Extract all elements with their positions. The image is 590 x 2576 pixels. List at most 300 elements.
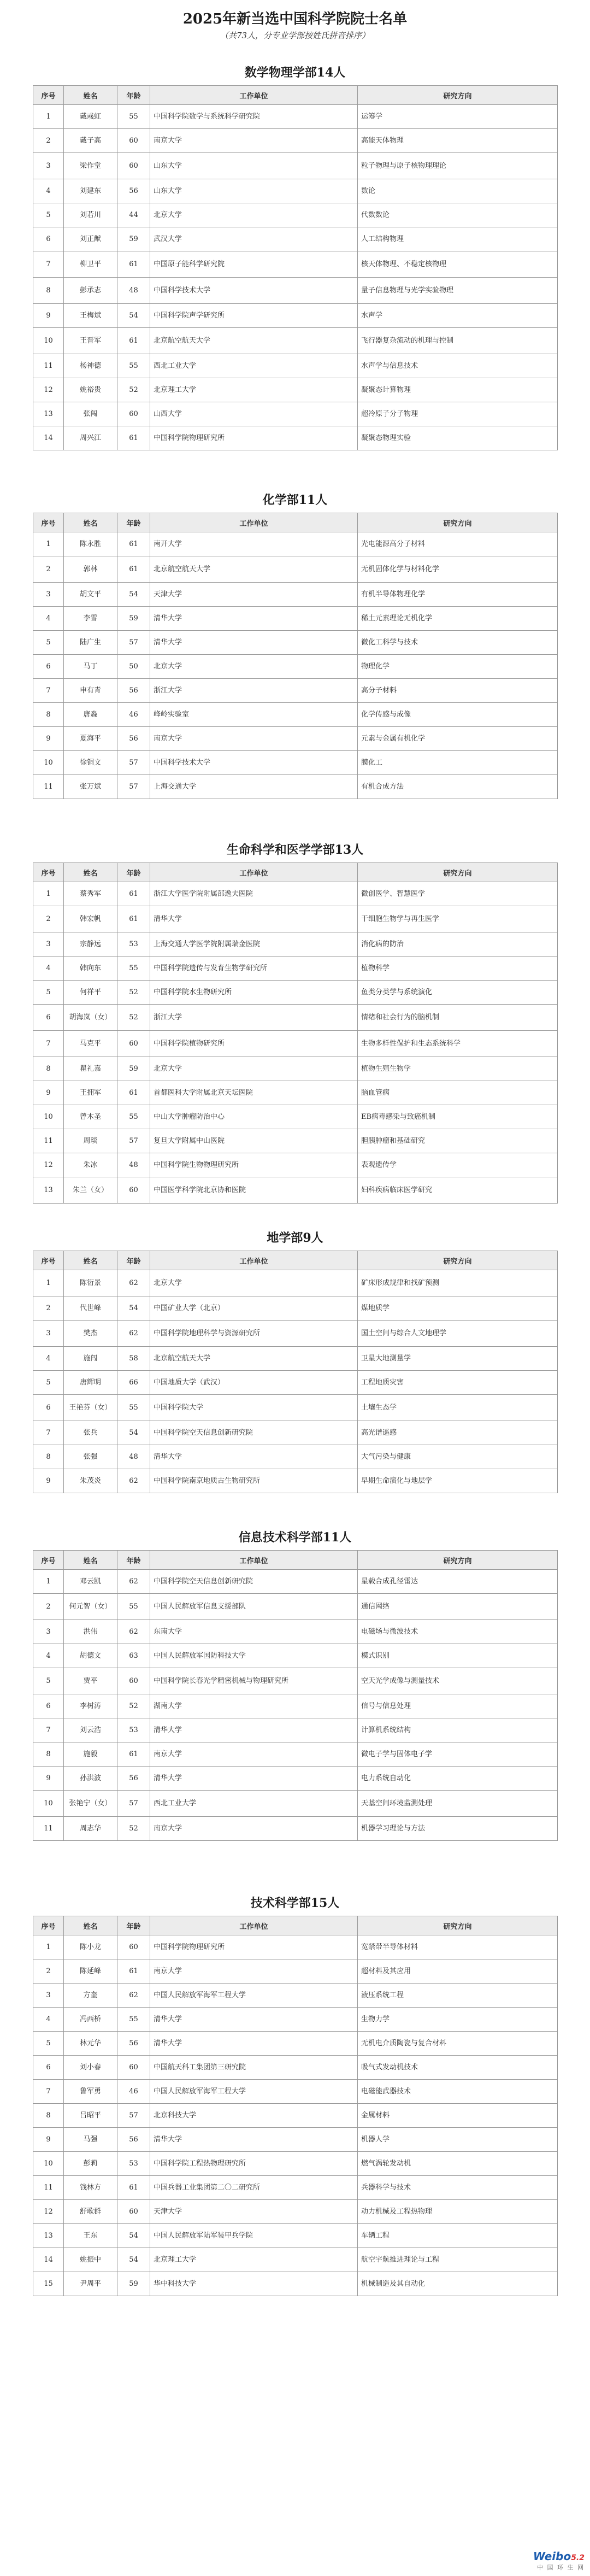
column-header-name: 姓名 [64,86,117,105]
cell-index: 1 [33,105,64,129]
cell-field: 生物多样性保护和生态系统科学 [358,1031,558,1057]
cell-index: 3 [33,1620,64,1644]
cell-name: 张闯 [64,402,117,426]
cell-index: 3 [33,1321,64,1347]
cell-age: 44 [117,203,150,227]
cell-unit: 清华大学 [150,906,358,932]
table-header-row [33,86,558,105]
cell-index: 6 [33,227,64,251]
cell-field: 电磁能武器技术 [358,2080,558,2104]
cell-name: 贾平 [64,1668,117,1694]
cell-name: 尹周平 [64,2272,117,2296]
cell-unit: 西北工业大学 [150,354,358,378]
cell-index: 9 [33,304,64,328]
roster-table [33,1916,558,2296]
cell-index: 3 [33,153,64,179]
table-row [33,1005,558,1031]
cell-age: 55 [117,1594,150,1620]
cell-index: 10 [33,328,64,354]
column-header-age: 年龄 [117,863,150,882]
cell-unit: 中国医学科学院北京协和医院 [150,1177,358,1204]
cell-age: 56 [117,179,150,203]
table-row [33,703,558,727]
table-row [33,981,558,1005]
cell-index: 11 [33,1817,64,1841]
cell-name: 陈延峰 [64,1959,117,1984]
cell-index: 12 [33,378,64,402]
cell-index: 10 [33,1105,64,1129]
cell-age: 48 [117,1445,150,1469]
column-header-unit: 工作单位 [150,863,358,882]
cell-field: 凝聚态物理实验 [358,426,558,450]
cell-age: 62 [117,1321,150,1347]
cell-age: 62 [117,1469,150,1493]
cell-name: 唐淼 [64,703,117,727]
cell-name: 郭林 [64,556,117,583]
cell-age: 63 [117,1644,150,1668]
column-header-name: 姓名 [64,863,117,882]
cell-index: 4 [33,179,64,203]
table-row [33,655,558,679]
cell-age: 61 [117,882,150,906]
cell-field: 元素与金属有机化学 [358,727,558,751]
cell-name: 戴子高 [64,129,117,153]
cell-unit: 山东大学 [150,153,358,179]
cell-index: 6 [33,655,64,679]
table-row [33,2080,558,2104]
cell-unit: 中国科学院声学研究所 [150,304,358,328]
cell-age: 60 [117,129,150,153]
roster-table [33,1251,558,1493]
cell-field: 消化病的防治 [358,932,558,957]
table-header-row [33,513,558,532]
column-header-idx: 序号 [33,513,64,532]
table-row [33,251,558,278]
cell-field: 电力系统自动化 [358,1767,558,1791]
cell-name: 刘小春 [64,2056,117,2080]
cell-name: 张强 [64,1445,117,1469]
cell-name: 何元智（女） [64,1594,117,1620]
cell-name: 李雪 [64,607,117,631]
cell-index: 9 [33,1767,64,1791]
cell-name: 刘正猷 [64,227,117,251]
cell-unit: 清华大学 [150,2128,358,2152]
cell-unit: 清华大学 [150,2032,358,2056]
column-header-unit: 工作单位 [150,1551,358,1570]
cell-age: 61 [117,906,150,932]
section-title: 地学部9人 [267,1231,323,1245]
table-row [33,1644,558,1668]
table-row [33,2272,558,2296]
cell-age: 50 [117,655,150,679]
cell-age: 46 [117,2080,150,2104]
cell-unit: 中国航天科工集团第三研究院 [150,2056,358,2080]
cell-age: 60 [117,1935,150,1959]
table-row [33,1057,558,1081]
cell-field: 高光谱遥感 [358,1421,558,1445]
table-row [33,1421,558,1445]
table-row [33,354,558,378]
cell-name: 陈小龙 [64,1935,117,1959]
cell-field: 运筹学 [358,105,558,129]
table-row [33,1445,558,1469]
table-row [33,957,558,981]
cell-index: 5 [33,631,64,655]
cell-field: 脑血管病 [358,1081,558,1105]
table-row [33,2200,558,2224]
cell-name: 周琰 [64,1129,117,1153]
table-row [33,1105,558,1129]
cell-name: 彭承志 [64,278,117,304]
table-row [33,2104,558,2128]
cell-unit: 中国科学院南京地质古生物研究所 [150,1469,358,1493]
cell-index: 7 [33,1421,64,1445]
table-row [33,556,558,583]
cell-age: 59 [117,607,150,631]
cell-name: 马强 [64,2128,117,2152]
table-row [33,679,558,703]
cell-name: 瞿礼嘉 [64,1057,117,1081]
cell-index: 9 [33,727,64,751]
table-header-row [33,863,558,882]
cell-field: 膜化工 [358,751,558,775]
cell-name: 刘若川 [64,203,117,227]
table-header-row [33,1551,558,1570]
cell-field: EB病毒感染与致癌机制 [358,1105,558,1129]
cell-unit: 南京大学 [150,129,358,153]
table-row [33,278,558,304]
table-row [33,1935,558,1959]
cell-name: 唐辉明 [64,1371,117,1395]
table-row [33,1270,558,1296]
table-header-row [33,1916,558,1935]
cell-index: 2 [33,129,64,153]
cell-field: 国土空间与综合人文地理学 [358,1321,558,1347]
cell-unit: 清华大学 [150,1767,358,1791]
cell-index: 9 [33,1469,64,1493]
cell-unit: 中国兵器工业集团第二〇二研究所 [150,2176,358,2200]
cell-field: 凝聚态计算物理 [358,378,558,402]
cell-field: 植物生殖生物学 [358,1057,558,1081]
cell-age: 61 [117,1959,150,1984]
cell-unit: 清华大学 [150,1445,358,1469]
cell-unit: 清华大学 [150,631,358,655]
column-header-unit: 工作单位 [150,1251,358,1270]
section-block [33,488,557,799]
cell-index: 11 [33,1129,64,1153]
table-row [33,304,558,328]
cell-index: 7 [33,1718,64,1742]
cell-age: 55 [117,957,150,981]
cell-name: 宗静远 [64,932,117,957]
cell-age: 61 [117,1081,150,1105]
cell-unit: 天津大学 [150,583,358,607]
section-title: 数学物理学部14人 [244,66,346,80]
cell-age: 55 [117,105,150,129]
table-row [33,1767,558,1791]
table-row [33,1791,558,1817]
column-header-field: 研究方向 [358,1551,558,1570]
column-header-age: 年龄 [117,86,150,105]
column-header-name: 姓名 [64,513,117,532]
cell-age: 61 [117,532,150,556]
cell-index: 2 [33,1296,64,1321]
cell-age: 62 [117,1620,150,1644]
column-header-idx: 序号 [33,1551,64,1570]
cell-name: 马克平 [64,1031,117,1057]
cell-unit: 南京大学 [150,1742,358,1767]
cell-unit: 中国原子能科学研究院 [150,251,358,278]
roster-table [33,1550,558,1841]
cell-age: 61 [117,1742,150,1767]
cell-unit: 复旦大学附属中山医院 [150,1129,358,1153]
watermark-logo [533,2550,585,2563]
cell-index: 8 [33,1445,64,1469]
cell-field: 人工结构物理 [358,227,558,251]
cell-index: 2 [33,906,64,932]
cell-index: 8 [33,278,64,304]
cell-index: 1 [33,1270,64,1296]
table-row [33,607,558,631]
cell-age: 48 [117,1153,150,1177]
cell-unit: 中国科学院工程热物理研究所 [150,2152,358,2176]
cell-field: 高分子材料 [358,679,558,703]
cell-field: 土壤生态学 [358,1395,558,1421]
page-title: 2025年新当选中国科学院院士名单 [182,11,408,27]
cell-index: 6 [33,1005,64,1031]
cell-name: 杨神德 [64,354,117,378]
section-title: 化学部11人 [262,493,328,507]
cell-index: 9 [33,1081,64,1105]
cell-index: 1 [33,1935,64,1959]
cell-field: 大气污染与健康 [358,1445,558,1469]
cell-age: 54 [117,2224,150,2248]
table-row [33,1594,558,1620]
cell-field: 有机半导体物理化学 [358,583,558,607]
table-row [33,1959,558,1984]
cell-name: 钱林方 [64,2176,117,2200]
cell-index: 1 [33,882,64,906]
cell-name: 林元华 [64,2032,117,2056]
cell-unit: 南京大学 [150,727,358,751]
cell-unit: 浙江大学 [150,1005,358,1031]
table-row [33,328,558,354]
cell-index: 14 [33,2248,64,2272]
cell-unit: 北京理工大学 [150,378,358,402]
table-row [33,129,558,153]
cell-unit: 南开大学 [150,532,358,556]
column-header-age: 年龄 [117,513,150,532]
cell-name: 韩宏帆 [64,906,117,932]
cell-unit: 中国矿业大学（北京） [150,1296,358,1321]
section-block [33,1525,557,1841]
cell-unit: 北京航空航天大学 [150,1347,358,1371]
cell-name: 朱兰（女） [64,1177,117,1204]
table-row [33,1347,558,1371]
cell-age: 62 [117,1270,150,1296]
table-row [33,402,558,426]
cell-unit: 中国科学院生物物理研究所 [150,1153,358,1177]
cell-unit: 中国科学院植物研究所 [150,1031,358,1057]
cell-name: 刘云浩 [64,1718,117,1742]
column-header-unit: 工作单位 [150,513,358,532]
cell-name: 樊杰 [64,1321,117,1347]
cell-field: 卫星大地测量学 [358,1347,558,1371]
cell-age: 52 [117,1005,150,1031]
cell-age: 60 [117,1031,150,1057]
cell-unit: 清华大学 [150,1718,358,1742]
cell-index: 3 [33,583,64,607]
column-header-age: 年龄 [117,1551,150,1570]
cell-index: 4 [33,2008,64,2032]
cell-age: 52 [117,981,150,1005]
cell-field: 有机合成方法 [358,775,558,799]
cell-name: 朱冰 [64,1153,117,1177]
cell-age: 61 [117,556,150,583]
cell-name: 洪伟 [64,1620,117,1644]
cell-age: 53 [117,932,150,957]
cell-unit: 首都医科大学附属北京天坛医院 [150,1081,358,1105]
cell-field: 金属材料 [358,2104,558,2128]
table-row [33,1718,558,1742]
cell-age: 61 [117,426,150,450]
cell-name: 胡文平 [64,583,117,607]
cell-unit: 山东大学 [150,179,358,203]
cell-age: 60 [117,402,150,426]
cell-name: 蔡秀军 [64,882,117,906]
cell-name: 申有青 [64,679,117,703]
column-header-idx: 序号 [33,1916,64,1935]
roster-table [33,862,558,1204]
cell-unit: 北京大学 [150,1270,358,1296]
cell-unit: 中国科学院长春光学精密机械与物理研究所 [150,1668,358,1694]
cell-index: 13 [33,1177,64,1204]
cell-field: 航空宇航推进理论与工程 [358,2248,558,2272]
cell-name: 马丁 [64,655,117,679]
cell-unit: 中国科学院大学 [150,1395,358,1421]
cell-field: 无机固体化学与材料化学 [358,556,558,583]
cell-field: 动力机械及工程热物理 [358,2200,558,2224]
cell-field: 电磁场与微波技术 [358,1620,558,1644]
table-row [33,775,558,799]
cell-age: 52 [117,1694,150,1718]
cell-unit: 浙江大学医学院附属邵逸夫医院 [150,882,358,906]
table-row [33,1469,558,1493]
cell-field: 机器人学 [358,2128,558,2152]
table-row [33,1031,558,1057]
table-row [33,2008,558,2032]
table-row [33,583,558,607]
watermark-num: 5.2 [571,2554,585,2562]
table-row [33,1668,558,1694]
cell-age: 56 [117,1767,150,1791]
cell-unit: 清华大学 [150,607,358,631]
cell-index: 11 [33,354,64,378]
cell-field: 飞行器复杂流动的机理与控制 [358,328,558,354]
cell-unit: 南京大学 [150,1817,358,1841]
cell-unit: 中国科学院空天信息创新研究院 [150,1570,358,1594]
cell-unit: 中国人民解放军国防科技大学 [150,1644,358,1668]
table-row [33,1321,558,1347]
cell-field: 模式识别 [358,1644,558,1668]
cell-name: 王晋军 [64,328,117,354]
table-row [33,1177,558,1204]
cell-unit: 中山大学肿瘤防治中心 [150,1105,358,1129]
cell-index: 8 [33,2104,64,2128]
cell-field: 高能天体物理 [358,129,558,153]
cell-unit: 峰岭实验室 [150,703,358,727]
cell-name: 柳卫平 [64,251,117,278]
cell-age: 55 [117,354,150,378]
column-header-age: 年龄 [117,1916,150,1935]
cell-index: 13 [33,402,64,426]
section-block [33,837,557,1204]
cell-age: 66 [117,1371,150,1395]
cell-index: 7 [33,679,64,703]
cell-age: 62 [117,1984,150,2008]
cell-field: 光电能源高分子材料 [358,532,558,556]
cell-age: 61 [117,328,150,354]
cell-field: 鱼类分类学与系统演化 [358,981,558,1005]
cell-index: 9 [33,2128,64,2152]
column-header-unit: 工作单位 [150,1916,358,1935]
cell-index: 8 [33,1057,64,1081]
cell-name: 孙洪波 [64,1767,117,1791]
cell-unit: 东南大学 [150,1620,358,1644]
cell-unit: 上海交通大学 [150,775,358,799]
cell-unit: 湖南大学 [150,1694,358,1718]
cell-field: 化学传感与成像 [358,703,558,727]
cell-field: 数论 [358,179,558,203]
cell-field: 信号与信息处理 [358,1694,558,1718]
cell-name: 曾木圣 [64,1105,117,1129]
column-header-field: 研究方向 [358,863,558,882]
cell-index: 1 [33,1570,64,1594]
cell-index: 11 [33,775,64,799]
table-row [33,906,558,932]
cell-index: 13 [33,2224,64,2248]
cell-name: 李树涛 [64,1694,117,1718]
cell-index: 15 [33,2272,64,2296]
column-header-field: 研究方向 [358,1251,558,1270]
cell-age: 54 [117,2248,150,2272]
cell-field: 代数数论 [358,203,558,227]
cell-unit: 北京大学 [150,1057,358,1081]
cell-index: 7 [33,1031,64,1057]
table-row [33,1984,558,2008]
cell-name: 陆广生 [64,631,117,655]
cell-name: 何祥平 [64,981,117,1005]
cell-unit: 中国科学院物理研究所 [150,426,358,450]
cell-field: 微创医学、智慧医学 [358,882,558,906]
section-block [33,1891,557,2296]
table-row [33,532,558,556]
cell-field: 早期生命演化与地层学 [358,1469,558,1493]
column-header-field: 研究方向 [358,513,558,532]
column-header-field: 研究方向 [358,1916,558,1935]
table-row [33,2152,558,2176]
site-watermark [533,2550,585,2572]
cell-name: 徐铜文 [64,751,117,775]
cell-age: 57 [117,775,150,799]
cell-name: 张万斌 [64,775,117,799]
table-row [33,1620,558,1644]
cell-unit: 中国人民解放军海军工程大学 [150,2080,358,2104]
cell-age: 55 [117,1395,150,1421]
cell-index: 6 [33,2056,64,2080]
cell-unit: 中国科学院空天信息创新研究院 [150,1421,358,1445]
table-row [33,2128,558,2152]
